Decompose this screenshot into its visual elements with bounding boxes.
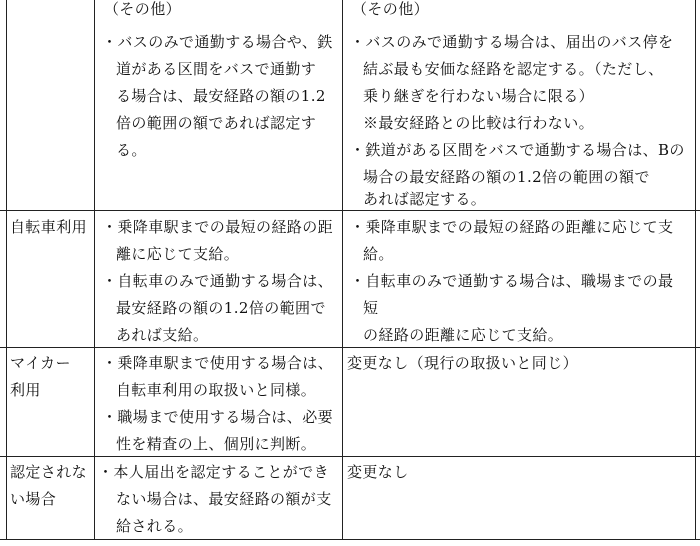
row-other-current-line-4: る場合は、最安経路の額の1.2: [116, 87, 326, 105]
row-other-revised-line-4: 乗り継ぎを行わない場合に限る）: [363, 87, 595, 105]
row-other-revised-line-6: ・鉄道がある区間をバスで通勤する場合は、Bの: [350, 141, 685, 159]
row-not-approved-label-line-1: 認定されな: [10, 463, 88, 481]
row-not-approved-label-line-2: い場合: [10, 490, 57, 508]
row-bicycle-label: 自転車利用: [10, 218, 88, 236]
row-other-current-line-3: 道がある区間をバスで通勤す: [116, 60, 317, 78]
table-divider-2: [342, 0, 343, 540]
row-other-revised-line-5: ※最安経路との比較は行わない。: [363, 114, 595, 132]
row-bicycle-revised-line-3: ・自転車のみで通勤する場合は、職場までの最: [350, 272, 674, 290]
row-not-approved-current-line-2: ない場合は、最安経路の額が支: [116, 490, 332, 508]
row-bicycle-current-line-2: 離に応じて支給。: [116, 245, 240, 263]
row-other-current-line-1: （その他）: [104, 0, 182, 18]
row-mycar-label-line-2: 利用: [10, 381, 41, 399]
row-other-revised-line-8: あれば認定する。: [363, 190, 487, 208]
row-other-current-line-2: ・バスのみで通勤する場合や、鉄: [102, 33, 333, 51]
row-bicycle-current-line-4: 最安経路の額の1.2倍の範囲で: [116, 299, 326, 317]
row-separator-3: [0, 456, 700, 457]
row-bicycle-current-line-1: ・乗降車駅までの最短の経路の距: [102, 218, 334, 236]
row-not-approved-revised: 変更なし: [347, 463, 409, 481]
row-bicycle-revised-line-1: ・乗降車駅までの最短の経路の距離に応じて支: [350, 218, 674, 236]
row-not-approved-current-line-3: 給される。: [116, 517, 194, 535]
table-border-left: [6, 0, 7, 540]
row-mycar-current-line-2: 自転車利用の取扱いと同様。: [116, 381, 317, 399]
row-other-revised-line-3: 結ぶ最も安価な経路を認定する。（ただし、: [363, 60, 664, 78]
row-bicycle-current-line-5: あれば支給。: [116, 326, 209, 344]
row-mycar-current-line-4: 性を精査の上、個別に判断。: [116, 435, 317, 453]
row-separator-1: [0, 210, 700, 211]
row-mycar-current-line-3: ・職場まで使用する場合は、必要: [102, 408, 334, 426]
row-bicycle-current-line-3: ・自転車のみで通勤する場合は、: [102, 272, 334, 290]
row-mycar-current-line-1: ・乗降車駅まで使用する場合は、: [102, 354, 334, 372]
row-other-revised-line-2: ・バスのみで通勤する場合は、届出のバス停を: [350, 33, 674, 51]
table-border-bottom: [0, 539, 700, 540]
table-divider-1: [94, 0, 95, 540]
row-not-approved-current-line-1: ・本人届出を認定することができ: [98, 463, 330, 481]
row-mycar-revised: 変更なし（現行の取扱いと同じ）: [347, 354, 579, 372]
row-other-revised-line-7: 場合の最安経路の額の1.2倍の範囲の額で: [363, 168, 650, 186]
row-bicycle-revised-line-5: の経路の距離に応じて支給。: [363, 326, 564, 344]
row-other-current-line-6: る。: [116, 141, 147, 159]
row-separator-2: [0, 347, 700, 348]
row-mycar-label-line-1: マイカー: [10, 354, 71, 372]
row-other-revised-line-1: （その他）: [352, 0, 430, 18]
row-other-current-line-5: 倍の範囲の額であれば認定す: [116, 114, 317, 132]
table-border-right: [695, 0, 696, 540]
row-bicycle-revised-line-4: 短: [363, 299, 379, 317]
row-bicycle-revised-line-2: 給。: [363, 245, 394, 263]
